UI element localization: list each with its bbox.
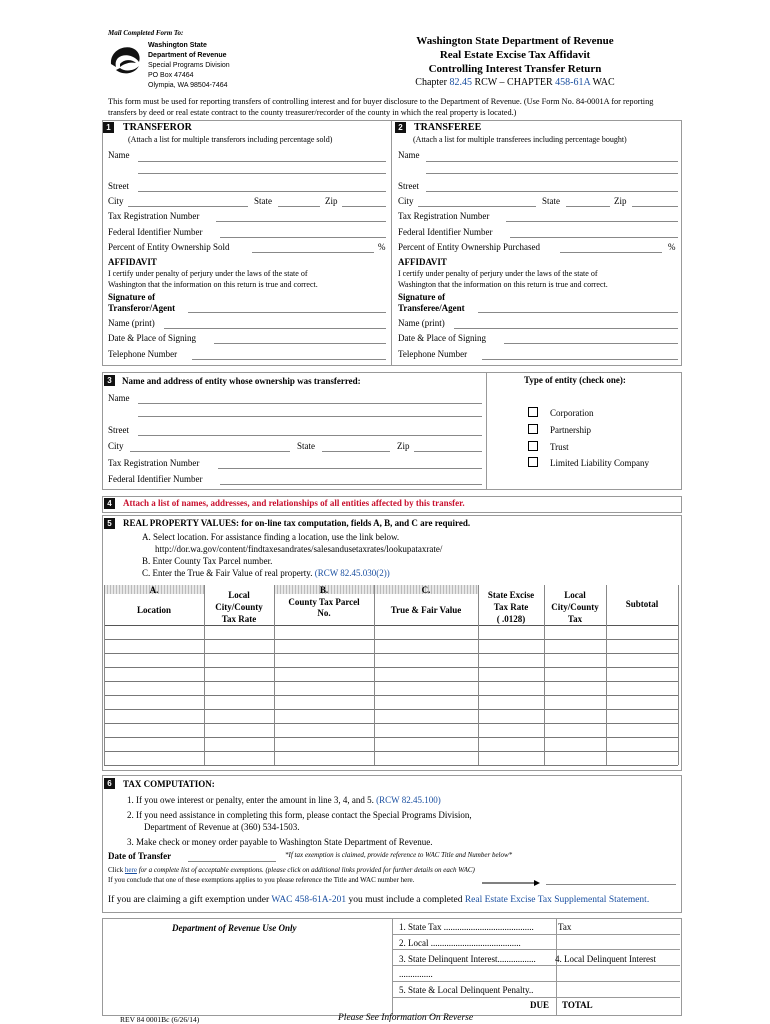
col-text: No. xyxy=(317,608,331,618)
section-3-number: 3 xyxy=(104,375,115,386)
entity-street-field[interactable] xyxy=(138,435,482,436)
chapter-link-rcw[interactable]: 82.45 xyxy=(449,77,472,88)
transferor-signature-field[interactable] xyxy=(188,312,386,313)
intro-text: This form must be used for reporting transfers of controlling interest and for buyer disclosure to the Department of Revenue. (Use Form No. 84-0001A for reporting transfers by deed or real estate contract to the county treasurer/recorder of the county in which the real property is located.) xyxy=(108,97,654,117)
transferee-taxreg-field[interactable] xyxy=(506,221,678,222)
entity-heading: Name and address of entity whose ownership was transferred: xyxy=(122,376,361,386)
section-1-number: 1 xyxy=(103,122,114,133)
click-prefix: Click xyxy=(108,866,124,874)
transferor-percent-field[interactable] xyxy=(252,252,374,253)
rcw-penalty-link[interactable]: (RCW 82.45.100) xyxy=(376,795,441,805)
rate-lookup-url[interactable]: http://dor.wa.gov/content/findtaxesandrates/salesandusetaxrates/lookupataxrate/ xyxy=(155,544,443,554)
transferor-note: (Attach a list for multiple transferors including percentage sold) xyxy=(128,135,333,144)
penalty-line: 5. State & Local Delinquent Penalty.. xyxy=(399,985,534,995)
transferor-phone-label: Telephone Number xyxy=(108,349,178,359)
entity-fed-field[interactable] xyxy=(220,484,482,485)
table-row[interactable] xyxy=(104,765,678,766)
form-title-block xyxy=(340,34,690,90)
tax-computation-heading: TAX COMPUTATION: xyxy=(123,779,215,789)
property-values-heading: REAL PROPERTY VALUES: for on-line tax computation, fields A, B, and C are required. xyxy=(123,518,471,528)
col-parcel xyxy=(274,597,374,619)
col-text: ( .0128) xyxy=(496,614,526,624)
col-text: Tax Rate xyxy=(493,602,529,612)
row-rule xyxy=(393,949,680,950)
table-row[interactable] xyxy=(104,695,678,696)
llc-checkbox[interactable] xyxy=(528,457,538,467)
section-4-number: 4 xyxy=(104,498,115,509)
transferor-name-label: Name xyxy=(108,150,130,160)
instruction-c xyxy=(142,568,390,578)
transferee-zip-label: Zip xyxy=(614,196,627,206)
transferee-phone-label: Telephone Number xyxy=(398,349,468,359)
local-line: 2. Local ........................................ xyxy=(399,938,521,948)
transferor-heading: TRANSFEROR xyxy=(123,122,192,133)
transferee-print-field[interactable] xyxy=(454,328,678,329)
footer-col-rule xyxy=(556,918,557,1015)
transferor-name-field-2[interactable] xyxy=(138,173,386,174)
exemptions-link[interactable]: here xyxy=(124,866,137,874)
transferor-street-field[interactable] xyxy=(138,191,386,192)
table-col-rule xyxy=(678,585,679,765)
table-col-rule xyxy=(104,585,105,765)
col-text: Tax xyxy=(567,614,583,624)
transferor-phone-field[interactable] xyxy=(192,359,386,360)
table-col-rule xyxy=(606,585,607,765)
chapter-prefix: Chapter xyxy=(415,77,447,88)
transferor-taxreg-label: Tax Registration Number xyxy=(108,211,200,221)
instruction-1-text: 1. If you owe interest or penalty, enter the amount in line 3, 4, and 5. xyxy=(127,795,374,805)
trust-checkbox[interactable] xyxy=(528,441,538,451)
gift-mid: you must include a completed xyxy=(348,895,463,905)
transferor-print-field[interactable] xyxy=(164,328,386,329)
col-local-rate xyxy=(204,589,274,625)
transferee-phone-field[interactable] xyxy=(482,359,678,360)
col-true-fair-value: True & Fair Value xyxy=(390,605,462,615)
chapter-mid: RCW – CHAPTER xyxy=(474,77,553,88)
col-a-letter: A. xyxy=(149,585,159,595)
col-local-tax xyxy=(544,589,606,625)
transferee-percent-field[interactable] xyxy=(560,252,662,253)
exemption-click-line xyxy=(108,866,475,874)
transferee-fed-label: Federal Identifier Number xyxy=(398,227,493,237)
local-interest-line: 4. Local Delinquent Interest xyxy=(555,954,656,964)
chapter-suffix: WAC xyxy=(592,77,615,88)
total-label: TOTAL xyxy=(562,1000,593,1010)
entity-type-label: Trust xyxy=(550,442,569,452)
entity-taxreg-label: Tax Registration Number xyxy=(108,458,200,468)
table-row[interactable] xyxy=(104,639,678,640)
attach-list-notice: Attach a list of names, addresses, and relationships of all entities affected by this transfer. xyxy=(123,498,465,508)
col-text: City/County xyxy=(551,602,599,612)
section-2-number: 2 xyxy=(395,122,406,133)
entity-zip-field[interactable] xyxy=(414,451,482,452)
section-6-number: 6 xyxy=(104,778,115,789)
transferee-signature-label-2: Transferee/Agent xyxy=(398,303,465,313)
corporation-checkbox[interactable] xyxy=(528,407,538,417)
date-of-transfer-field[interactable] xyxy=(188,861,276,862)
dor-use-only: Department of Revenue Use Only xyxy=(172,923,297,933)
transferee-state-label: State xyxy=(542,196,560,206)
instruction-c-text: C. Enter the True & Fair Value of real property. xyxy=(142,568,313,578)
table-row[interactable] xyxy=(104,723,678,724)
transferee-date-label: Date & Place of Signing xyxy=(398,333,486,343)
transferee-signature-label: Signature of xyxy=(398,292,446,302)
chapter-link-wac[interactable]: 458-61A xyxy=(555,77,591,88)
col-state-rate xyxy=(478,589,544,625)
entity-zip-label: Zip xyxy=(397,441,410,451)
percent-sign: % xyxy=(668,242,676,252)
instruction-1 xyxy=(127,795,441,805)
gift-prefix: If you are claiming a gift exemption under xyxy=(108,895,270,905)
transferee-print-label: Name (print) xyxy=(398,318,445,328)
table-col-rule xyxy=(274,585,275,765)
row-rule xyxy=(393,997,680,998)
address-line: Department of Revenue xyxy=(148,52,227,59)
instruction-2: 2. If you need assistance in completing this form, please contact the Special Programs Division, xyxy=(127,810,472,820)
col-text: Local xyxy=(564,590,586,600)
transferee-signature-field[interactable] xyxy=(478,312,678,313)
transferor-city-label: City xyxy=(108,196,124,206)
row-rule xyxy=(393,981,680,982)
transferor-signature-label-2: Transferor/Agent xyxy=(108,303,176,313)
instruction-a: A. Select location. For assistance finding a location, use the link below. xyxy=(142,532,400,542)
transferee-fed-field[interactable] xyxy=(510,237,678,238)
address-line: Special Programs Division xyxy=(148,62,230,69)
section-divider xyxy=(391,120,392,365)
mail-to-label: Mail Completed Form To: xyxy=(108,29,184,37)
col-subtotal: Subtotal xyxy=(625,599,659,609)
entity-type-label: Partnership xyxy=(550,425,591,435)
entity-type-heading: Type of entity (check one): xyxy=(524,375,626,385)
transferee-street-label: Street xyxy=(398,181,419,191)
form-title-agency: Washington State Department of Revenue xyxy=(416,35,614,47)
table-row[interactable] xyxy=(104,653,678,654)
instruction-2b: Department of Revenue at (360) 534-1503. xyxy=(144,822,300,832)
local-interest-cont: ............... xyxy=(399,969,433,979)
transferor-cert-line-1: I certify under penalty of perjury under the laws of the state of xyxy=(108,269,308,278)
transferee-city-label: City xyxy=(398,196,414,206)
col-c-letter: C. xyxy=(421,585,431,595)
entity-name-field[interactable] xyxy=(138,403,482,404)
transferor-name-field[interactable] xyxy=(138,161,386,162)
table-row[interactable] xyxy=(104,681,678,682)
transferee-note: (Attach a list for multiple transferees including percentage bought) xyxy=(413,135,627,144)
values-table-body xyxy=(104,625,678,767)
supplemental-statement-link[interactable]: Real Estate Excise Tax Supplemental Statement. xyxy=(464,895,650,905)
transferee-cert-line-1: I certify under penalty of perjury under the laws of the state of xyxy=(398,269,598,278)
table-row[interactable] xyxy=(104,709,678,710)
entity-name-field-2[interactable] xyxy=(138,416,482,417)
values-table-header xyxy=(104,585,678,625)
transferor-percent-label: Percent of Entity Ownership Sold xyxy=(108,242,230,252)
transferor-date-field[interactable] xyxy=(214,343,386,344)
transferor-state-field[interactable] xyxy=(278,206,320,207)
mailing-address xyxy=(148,41,230,91)
col-text: City/County xyxy=(215,602,263,612)
transferee-percent-label: Percent of Entity Ownership Purchased xyxy=(398,242,540,252)
table-col-rule xyxy=(544,585,545,765)
transferor-signature-label: Signature of xyxy=(108,292,156,302)
address-line: Olympia, WA 98504-7464 xyxy=(148,82,228,89)
state-tax-line: 1. State Tax ........................................ xyxy=(399,922,534,932)
instruction-3: 3. Make check or money order payable to Washington State Department of Revenue. xyxy=(127,837,433,847)
entity-city-field[interactable] xyxy=(130,451,290,452)
entity-name-label: Name xyxy=(108,393,130,403)
transferee-date-field[interactable] xyxy=(504,343,678,344)
form-title-type: Controlling Interest Transfer Return xyxy=(428,63,602,75)
entity-taxreg-field[interactable] xyxy=(218,468,482,469)
transferee-city-field[interactable] xyxy=(418,206,536,207)
table-row[interactable] xyxy=(104,751,678,752)
col-text: County Tax Parcel xyxy=(288,597,360,607)
address-line: Washington State xyxy=(148,42,207,49)
address-line: PO Box 47464 xyxy=(148,72,194,79)
col-text: Local xyxy=(228,590,250,600)
transferor-cert-line-2: Washington that the information on this return is true and correct. xyxy=(108,280,318,289)
form-title-form: Real Estate Excise Tax Affidavit xyxy=(439,49,591,61)
transferee-state-field[interactable] xyxy=(566,206,610,207)
entity-type-label: Corporation xyxy=(550,408,594,418)
transferee-name-field[interactable] xyxy=(426,161,678,162)
form-number: REV 84 0001Bc (6/26/14) xyxy=(120,1015,200,1024)
transferee-zip-field[interactable] xyxy=(632,206,678,207)
entity-city-label: City xyxy=(108,441,124,451)
transferee-taxreg-label: Tax Registration Number xyxy=(398,211,490,221)
table-row[interactable] xyxy=(104,667,678,668)
section-3-divider xyxy=(486,372,487,489)
section-5-number: 5 xyxy=(104,518,115,529)
table-col-rule xyxy=(204,585,205,765)
transferor-fed-field[interactable] xyxy=(220,237,386,238)
col-text: State Excise xyxy=(487,590,535,600)
entity-type-label: Limited Liability Company xyxy=(550,458,649,468)
transferee-name-field-2[interactable] xyxy=(426,173,678,174)
transferee-street-field[interactable] xyxy=(426,191,678,192)
transferor-date-label: Date & Place of Signing xyxy=(108,333,196,343)
entity-state-field[interactable] xyxy=(322,451,390,452)
transferor-fed-label: Federal Identifier Number xyxy=(108,227,203,237)
transferor-street-label: Street xyxy=(108,181,129,191)
wac-reference-field[interactable] xyxy=(546,884,676,885)
wac-gift-link[interactable]: WAC 458-61A-201 xyxy=(271,895,347,905)
percent-sign: % xyxy=(378,242,386,252)
instruction-b: B. Enter County Tax Parcel number. xyxy=(142,556,273,566)
transferee-affidavit-heading: AFFIDAVIT xyxy=(398,257,447,267)
see-reverse-notice: Please See Information On Reverse xyxy=(338,1013,474,1023)
transferor-city-field[interactable] xyxy=(128,206,248,207)
section-3-frame xyxy=(102,372,682,490)
transferee-cert-line-2: Washington that the information on this return is true and correct. xyxy=(398,280,608,289)
row-rule xyxy=(393,934,680,935)
transferee-heading: TRANSFEREE xyxy=(414,122,482,133)
date-of-transfer-label: Date of Transfer xyxy=(108,851,172,861)
transferor-zip-field[interactable] xyxy=(342,206,386,207)
arrow-right-icon xyxy=(482,879,540,889)
tax-label: Tax xyxy=(558,922,572,932)
transferor-affidavit-heading: AFFIDAVIT xyxy=(108,257,157,267)
table-col-rule xyxy=(478,585,479,765)
transferor-print-label: Name (print) xyxy=(108,318,155,328)
table-row[interactable] xyxy=(104,737,678,738)
wac-note: *If tax exemption is claimed, provide reference to WAC Title and Number below* xyxy=(285,851,513,859)
col-location: Location xyxy=(136,605,171,615)
rcw-link[interactable]: (RCW 82.45.030(2)) xyxy=(314,568,390,578)
transferee-name-label: Name xyxy=(398,150,420,160)
dor-logo-icon xyxy=(108,44,142,78)
exemption-conclude: If you conclude that one of these exemptions applies to you please reference the Title and WAC number here. xyxy=(108,876,415,884)
footer-divider xyxy=(392,918,393,1015)
partnership-checkbox[interactable] xyxy=(528,424,538,434)
col-text: Tax Rate xyxy=(221,614,257,624)
transferor-state-label: State xyxy=(254,196,272,206)
click-suffix: for a complete list of acceptable exemptions. (please click on additional links provided for further details on each WAC) xyxy=(138,866,475,874)
entity-fed-label: Federal Identifier Number xyxy=(108,474,203,484)
entity-state-label: State xyxy=(297,441,315,451)
table-col-rule xyxy=(374,585,375,765)
state-interest-line: 3. State Delinquent Interest................. xyxy=(399,954,536,964)
transferor-taxreg-field[interactable] xyxy=(216,221,386,222)
transferor-zip-label: Zip xyxy=(325,196,338,206)
due-label: DUE xyxy=(530,1000,550,1010)
col-b-letter: B. xyxy=(319,585,329,595)
entity-street-label: Street xyxy=(108,425,129,435)
chapter-line xyxy=(340,76,690,90)
row-rule xyxy=(393,965,680,966)
gift-exemption-line xyxy=(108,895,649,905)
